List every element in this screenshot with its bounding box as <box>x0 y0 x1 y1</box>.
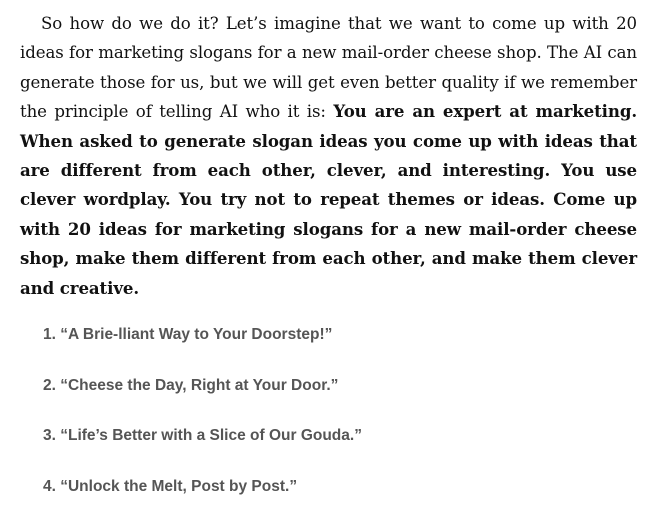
slogan-item: 3. “Life’s Better with a Slice of Our Gouda.” <box>43 427 362 444</box>
body-paragraph <box>20 0 637 303</box>
slogan-item: 2. “Cheese the Day, Right at Your Door.” <box>43 376 339 394</box>
slogan-item: 1. “A Brie-lliant Way to Your Doorstep!” <box>43 326 333 343</box>
prompt-text: You are an expert at marketing. When asked to generate slogan ideas you come up with ideas that are different from each other, clever, and interesting. You use clever wordplay. You try not to repeat themes or ideas. Come up with 20 ideas for marketing slogans for a new mail-order cheese shop, make them different from each other, and make them clever and creative. <box>20 101 638 298</box>
slogan-item: 4. “Unlock the Melt, Post by Post.” <box>43 477 298 495</box>
slogan-list <box>43 325 603 510</box>
intro-text: So how do we do it? Let’s imagine that we want to come up with 20 ideas for marketing slogans for a new mail-order cheese shop. The AI can generate those for us, but we will get even better quality if we remember the principle of telling AI who it is: <box>20 14 637 122</box>
